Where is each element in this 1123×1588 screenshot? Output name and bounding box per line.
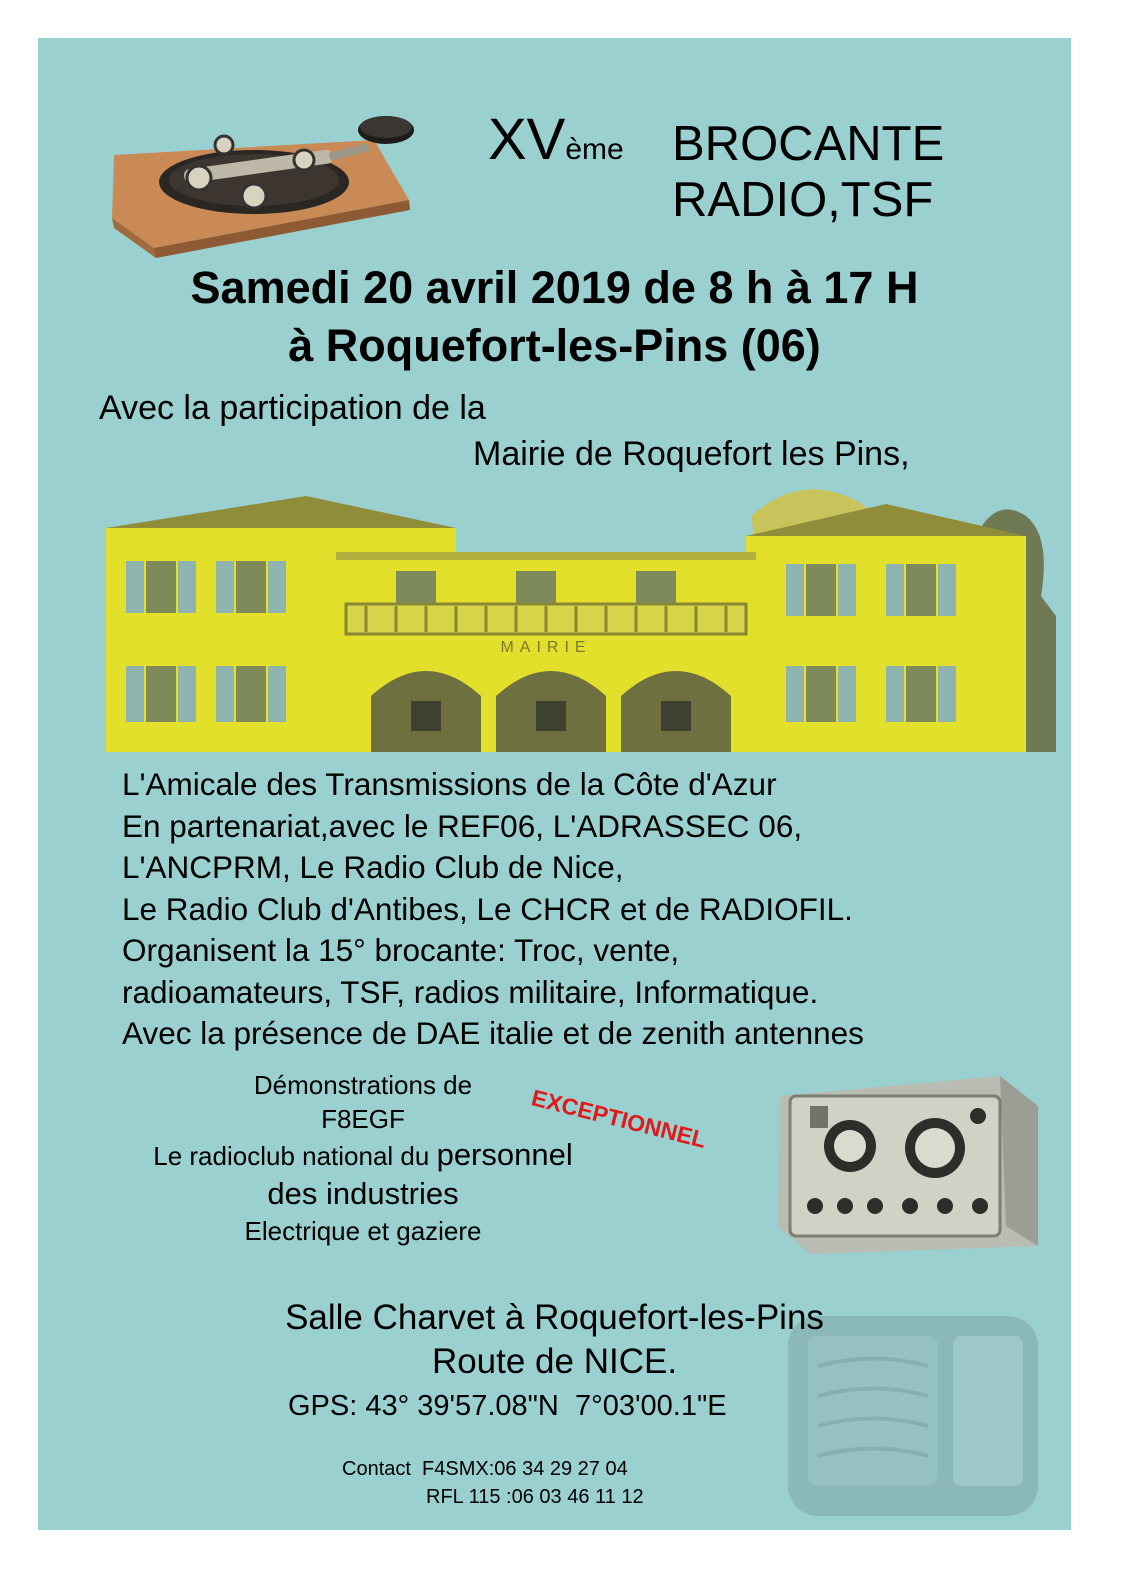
venue-road: Route de NICE.	[431, 1342, 678, 1381]
participation-line-2: Mairie de Roquefort les Pins,	[473, 435, 910, 473]
title-edition-suffix: ème	[565, 133, 624, 166]
mairie-sign: MAIRIE	[500, 639, 592, 656]
demo-line-4: des industries	[267, 1176, 459, 1211]
organizers-block	[122, 764, 864, 1055]
event-place: à Roquefort-les-Pins (06)	[288, 320, 821, 371]
organizer-line: Organisent la 15° brocante: Troc, vente,	[122, 932, 680, 968]
morse-key-image	[104, 100, 424, 260]
demo-line-3	[78, 1136, 648, 1175]
organizer-line: En partenariat,avec le REF06, L'ADRASSEC 06,	[122, 807, 803, 844]
participation-line-1: Avec la participation de la	[99, 389, 486, 427]
exceptionnel-label: EXCEPTIONNEL	[528, 1084, 709, 1153]
demo-line-5: Electrique et gaziere	[244, 1216, 482, 1246]
demo-line-3-emphasis: personnel	[436, 1137, 573, 1172]
military-radio-image	[770, 1066, 1050, 1256]
organizer-line: Le Radio Club d'Antibes, Le CHCR et de RADIOFIL.	[122, 890, 853, 927]
title-brocante: BROCANTE	[672, 117, 945, 171]
poster	[38, 38, 1071, 1530]
title-radio-tsf: RADIO,TSF	[672, 173, 934, 227]
contact-line-2: RFL 115 :06 03 46 11 12	[426, 1486, 644, 1508]
gps-coordinates: GPS: 43° 39'57.08"N 7°03'00.1"E	[288, 1390, 727, 1422]
organizer-line: L'ANCPRM, Le Radio Club de Nice,	[122, 849, 624, 885]
contact-line-1: Contact F4SMX:06 34 29 27 04	[342, 1458, 628, 1480]
venue-hall: Salle Charvet à Roquefort-les-Pins	[285, 1298, 824, 1337]
town-hall-image	[96, 476, 1056, 752]
event-date: Samedi 20 avril 2019 de 8 h à 17 H	[190, 262, 919, 313]
title-edition: XVème	[488, 107, 624, 172]
organizer-line: L'Amicale des Transmissions de la Côte d'Azur	[122, 766, 777, 802]
organizer-line: Avec la présence de DAE italie et de zenith antennes	[122, 1015, 864, 1051]
organizer-line: radioamateurs, TSF, radios militaire, Informatique.	[122, 973, 819, 1010]
demo-line-1: Démonstrations de	[253, 1070, 473, 1100]
demo-line-2: F8EGF	[321, 1104, 405, 1134]
demo-line-3-text: Le radioclub national du	[153, 1141, 437, 1171]
